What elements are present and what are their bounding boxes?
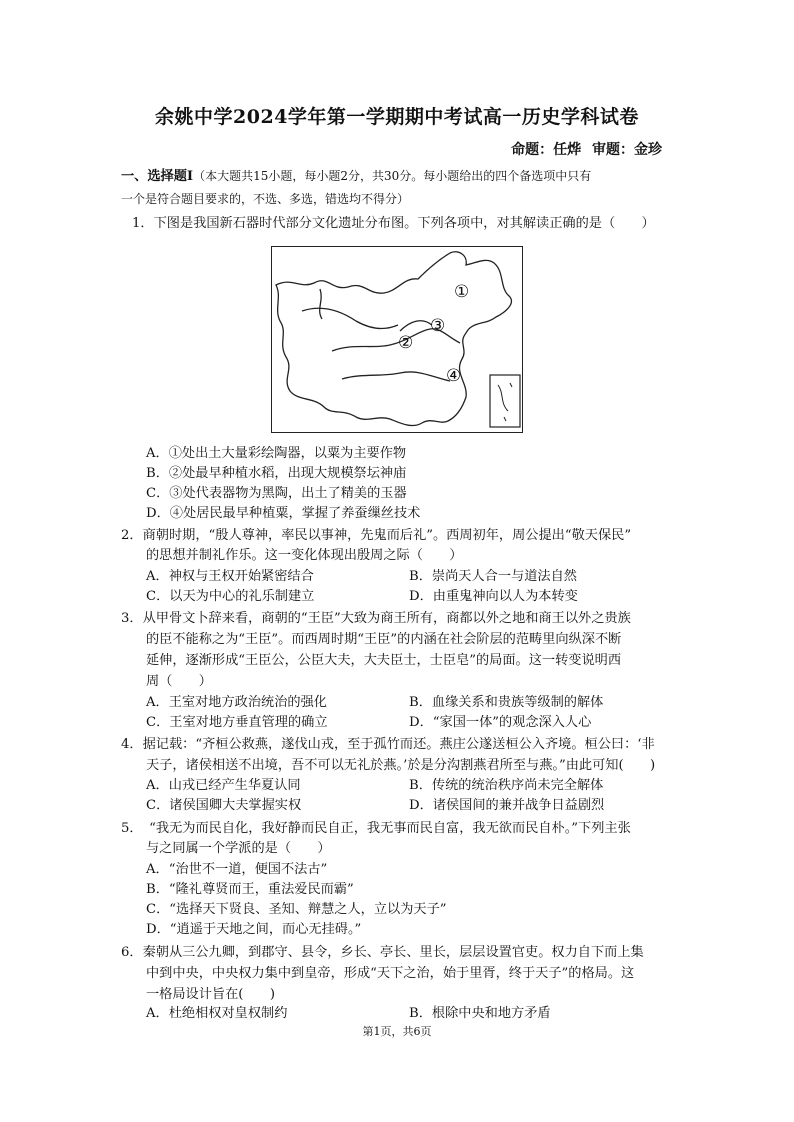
map-marker-1: ① [454,282,470,302]
q3-option-a: A．王室对地方政治统治的强化 [146,695,327,710]
q4-option-a: A．山戎已经产生华夏认同 [146,778,301,793]
q5-option-c: C．“选择天下贤良、圣知、辩慧之人，立以为天子” [146,902,447,917]
china-outline-map [272,247,522,432]
question-3-stem-2: 的臣不能称之为“王臣”。而西周时期“王臣”的内涵在社会阶层的范畴里向纵深不断 [146,632,622,647]
q1-option-d: D．④处居民最早种植粟，掌握了养蚕缫丝技术 [146,506,421,521]
reviewer-label: 审题：金珍 [592,142,662,158]
question-4-stem-1: 4．据记载：“齐桓公救燕，遂伐山戎，至于孤竹而还。燕庄公遂送桓公入齐境。桓公曰：‘非 [121,737,655,752]
proposer-label: 命题：任烨 [511,142,582,158]
map-marker-2: ② [398,333,414,353]
question-3-stem-1: 3．从甲骨文卜辞来看，商朝的“王臣”大致为商王所有，商都以外之地和商王以外之贵族 [121,611,631,626]
question-3-stem-4: 周（ ） [146,674,212,689]
q6-option-b: B．根除中央和地方矛盾 [409,1006,551,1021]
q4-option-d: D．诸侯国间的兼并战争日益剧烈 [409,798,605,813]
q6-option-a: A．杜绝相权对皇权制约 [146,1006,288,1021]
question-3-stem-3: 延伸，逐渐形成“王臣公，公臣大夫，大夫臣士，士臣皂”的局面。这一转变说明西 [146,653,622,668]
authors-line [505,139,662,159]
question-2-stem-2: 的思想并制礼作乐。这一变化体现出殷周之际（ ） [146,548,463,563]
exam-title: 余姚中学2024学年第一学期期中考试高一历史学科试卷 [155,106,639,128]
q2-option-c: C．以天为中心的礼乐制建立 [146,589,315,604]
page-footer: 第1页，共6页 [362,1025,432,1038]
question-2-stem-1: 2．商朝时期，“殷人尊神，率民以事神，先鬼而后礼”。西周初年，周公提出“敬天保民” [121,528,632,543]
q5-option-b: B．“隆礼尊贤而王，重法爱民而霸” [146,882,354,897]
neolithic-sites-map [271,246,523,433]
q2-option-a: A．神权与王权开始紧密结合 [146,569,314,584]
q4-option-c: C．诸侯国卿大夫掌握实权 [146,798,302,813]
q2-option-d: D．由重鬼神向以人为本转变 [409,589,578,604]
question-6-stem-1: 6．秦朝从三公九卿，到郡守、县令，乡长、亭长、里长，层层设置官吏。权力自下而上集 [121,945,644,960]
q2-option-b: B．崇尚天人合一与道法自然 [409,569,577,584]
q5-option-a: A．“治世不一道，便国不法古” [146,862,328,877]
question-6-stem-2: 中到中央，中央权力集中到皇帝，形成“天下之治，始于里胥，终于天子”的格局。这 [146,966,635,981]
question-5-stem-2: 与之同属一个学派的是（ ） [146,841,331,856]
question-1-stem: 1．下图是我国新石器时代部分文化遗址分布图。下列各项中，对其解读正确的是（ ） [132,216,655,231]
section-heading-line [121,166,591,187]
section-heading: 一、选择题Ⅰ [121,169,194,184]
q3-option-b: B．血缘关系和贵族等级制的解体 [409,695,604,710]
q3-option-d: D．“家国一体”的观念深入人心 [409,715,592,730]
q4-option-b: B．传统的统治秩序尚未完全解体 [409,778,604,793]
section-note-1: （本大题共15小题，每小题2分，共30分。每小题给出的四个备选项中只有 [193,169,592,183]
question-6-stem-3: 一格局设计旨在( ) [146,987,275,1002]
map-marker-3: ③ [430,316,446,336]
q1-option-b: B．②处最早种植水稻，出现大规模祭坛神庙 [146,466,407,481]
q5-option-d: D．“逍遥于天地之间，而心无挂碍。” [146,922,362,937]
q1-option-a: A．①处出土大量彩绘陶器，以粟为主要作物 [146,446,407,461]
question-5-stem-1: 5． “我无为而民自化，我好静而民自正，我无事而民自富，我无欲而民自朴。”下列主张 [121,821,631,836]
q3-option-c: C．王室对地方垂直管理的确立 [146,715,328,730]
section-note-2: 一个是符合题目要求的，不选、多选，错选均不得分） [121,192,410,206]
q1-option-c: C．③处代表器物为黑陶，出土了精美的玉器 [146,486,407,501]
question-4-stem-2: 天子，诸侯相送不出境，吾不可以无礼於燕。’於是分沟割燕君所至与燕。”由此可知( ) [146,758,656,773]
map-marker-4: ④ [446,366,462,386]
